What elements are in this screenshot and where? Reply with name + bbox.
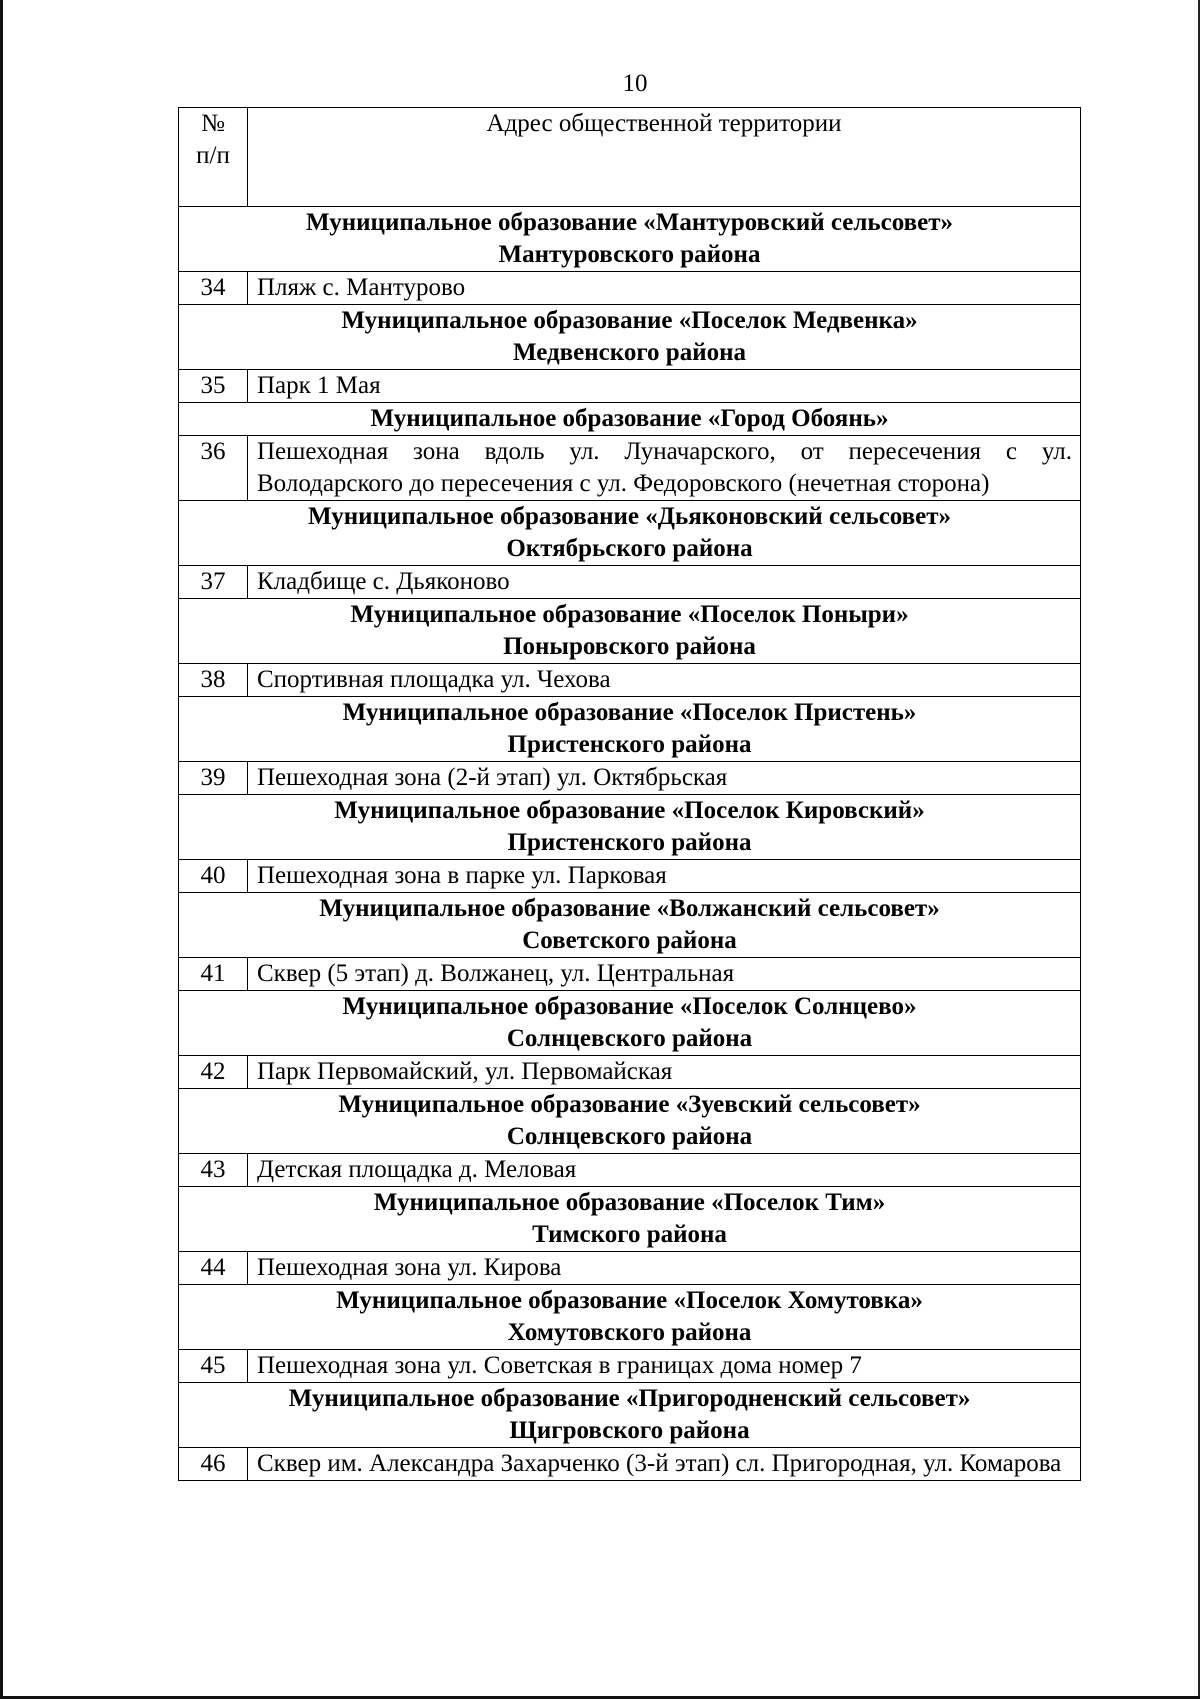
territory-address: Пляж с. Мантурово [248, 272, 1081, 305]
header-number-cell [179, 108, 248, 207]
municipality-name: Муниципальное образование «Дьяконовский сельсовет» [307, 503, 952, 530]
municipality-name: Муниципальное образование «Поселок Кировский» [334, 797, 925, 824]
territory-row [179, 566, 1081, 599]
district-name: Тимского района [532, 1221, 727, 1248]
territory-number: 46 [179, 1448, 248, 1481]
district-name: Пристенского района [507, 731, 752, 758]
municipality-group-cell [179, 1383, 1081, 1448]
territory-number: 35 [179, 370, 248, 403]
municipality-group-row [179, 1187, 1081, 1252]
district-name: Солнцевского района [506, 1123, 753, 1150]
territory-number: 42 [179, 1056, 248, 1089]
district-name: Мантуровского района [498, 241, 761, 268]
municipality-group-row [179, 501, 1081, 566]
territory-number: 45 [179, 1350, 248, 1383]
municipality-name: Муниципальное образование «Поселок Тим» [373, 1189, 886, 1216]
municipality-group-row [179, 991, 1081, 1056]
municipality-group-row [179, 207, 1081, 272]
municipality-group-cell [179, 403, 1081, 436]
territory-number: 37 [179, 566, 248, 599]
territory-number: 36 [179, 436, 248, 501]
territory-address: Пешеходная зона вдоль ул. Луначарского, от пересечения с ул. Володарского до пересечения с ул. Федоровского (нечетная сторона) [248, 436, 1081, 501]
municipality-name: Муниципальное образование «Поселок Пристень» [342, 699, 917, 726]
municipality-name: Муниципальное образование «Поселок Хомутовка» [336, 1287, 923, 1314]
territory-number: 38 [179, 664, 248, 697]
district-name: Хомутовского района [507, 1319, 752, 1346]
municipality-group-cell [179, 599, 1081, 664]
municipality-group-cell [179, 305, 1081, 370]
municipality-group-cell [179, 991, 1081, 1056]
territory-address: Кладбище с. Дьяконово [248, 566, 1081, 599]
territory-address: Парк 1 Мая [248, 370, 1081, 403]
municipality-group-cell [179, 1285, 1081, 1350]
district-name: Советского района [522, 927, 737, 954]
municipality-group-cell [179, 795, 1081, 860]
municipality-group-row [179, 1383, 1081, 1448]
page-number: 10 [622, 70, 648, 97]
municipality-group-row [179, 403, 1081, 436]
territory-address: Сквер им. Александра Захарченко (3-й этап) сл. Пригородная, ул. Комарова [248, 1448, 1081, 1481]
district-name: Октябрьского района [506, 535, 753, 562]
table-body [179, 207, 1081, 1481]
district-name: Пристенского района [507, 829, 752, 856]
municipality-group-cell [179, 501, 1081, 566]
territory-row [179, 1154, 1081, 1187]
municipality-group-row [179, 893, 1081, 958]
territory-address: Парк Первомайский, ул. Первомайская [248, 1056, 1081, 1089]
municipality-group-row [179, 697, 1081, 762]
territory-row [179, 1350, 1081, 1383]
territory-number: 44 [179, 1252, 248, 1285]
territory-address: Пешеходная зона ул. Кирова [248, 1252, 1081, 1285]
territory-address: Пешеходная зона ул. Советская в границах дома номер 7 [248, 1350, 1081, 1383]
district-name: Солнцевского района [506, 1025, 753, 1052]
municipality-group-cell [179, 1187, 1081, 1252]
territory-row [179, 436, 1081, 501]
municipality-name: Муниципальное образование «Поселок Солнцево» [342, 993, 917, 1020]
territory-number: 34 [179, 272, 248, 305]
municipality-group-row [179, 1089, 1081, 1154]
table-header-row [179, 108, 1081, 207]
district-name: Щигровского района [509, 1417, 750, 1444]
territory-address: Пешеходная зона в парке ул. Парковая [248, 860, 1081, 893]
municipality-group-row [179, 599, 1081, 664]
municipality-name: Муниципальное образование «Поселок Медвенка» [341, 307, 918, 334]
territory-number: 43 [179, 1154, 248, 1187]
territory-row [179, 1252, 1081, 1285]
territory-address: Сквер (5 этап) д. Волжанец, ул. Центральная [248, 958, 1081, 991]
territory-row [179, 1448, 1081, 1481]
territory-number: 41 [179, 958, 248, 991]
header-number-line2: п/п [196, 142, 230, 169]
territory-row [179, 664, 1081, 697]
municipality-name: Муниципальное образование «Волжанский сельсовет» [319, 895, 940, 922]
municipality-group-cell [179, 697, 1081, 762]
municipality-name: Муниципальное образование «Мантуровский сельсовет» [305, 209, 954, 236]
territory-row [179, 1056, 1081, 1089]
municipality-name: Муниципальное образование «Зуевский сельсовет» [338, 1091, 921, 1118]
municipality-group-cell [179, 1089, 1081, 1154]
header-address-cell: Адрес общественной территории [248, 108, 1081, 207]
territory-row [179, 762, 1081, 795]
territory-row [179, 860, 1081, 893]
municipality-group-row [179, 305, 1081, 370]
municipality-name: Муниципальное образование «Пригородненский сельсовет» [288, 1385, 971, 1412]
municipality-group-cell [179, 893, 1081, 958]
territory-number: 40 [179, 860, 248, 893]
municipality-name: Муниципальное образование «Поселок Поныри» [350, 601, 909, 628]
territory-number: 39 [179, 762, 248, 795]
municipality-name: Муниципальное образование «Город Обоянь» [370, 405, 889, 432]
district-name: Медвенского района [512, 339, 747, 366]
territory-address: Спортивная площадка ул. Чехова [248, 664, 1081, 697]
municipality-group-cell [179, 207, 1081, 272]
territories-table [178, 107, 1081, 1481]
municipality-group-row [179, 1285, 1081, 1350]
district-name: Поныровского района [503, 633, 756, 660]
territory-row [179, 370, 1081, 403]
municipality-group-row [179, 795, 1081, 860]
header-number-line1: № [201, 110, 225, 137]
territory-row [179, 958, 1081, 991]
territory-address: Пешеходная зона (2-й этап) ул. Октябрьская [248, 762, 1081, 795]
territory-row [179, 272, 1081, 305]
scan-edge-left [0, 0, 3, 1699]
territory-address: Детская площадка д. Меловая [248, 1154, 1081, 1187]
